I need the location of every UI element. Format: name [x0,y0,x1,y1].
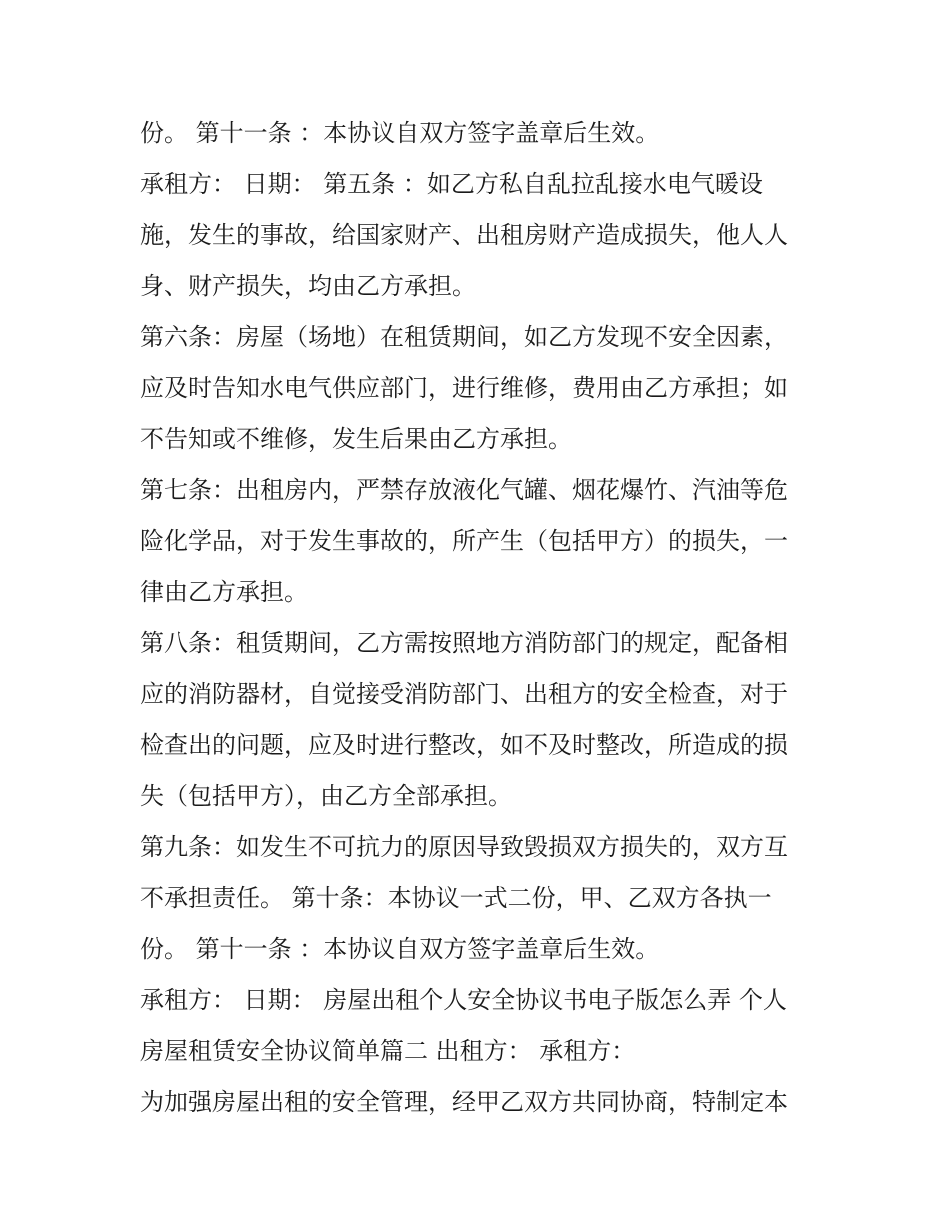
text-line: 失（包括甲方），由乙方全部承担。 [140,782,512,810]
text-line: 应的消防器材，自觉接受消防部门、出租方的安全检查，对于 [140,680,788,708]
text-line: 律由乙方承担。 [140,578,308,606]
text-line: 险化学品，对于发生事故的，所产生（包括甲方）的损失，一 [140,527,788,555]
text-line: 承租方： 日期： 房屋出租个人安全协议书电子版怎么弄 个人 [140,986,787,1014]
text-line: 身、财产损失，均由乙方承担。 [140,272,476,300]
text-line: 第六条：房屋（场地）在租赁期间，如乙方发现不安全因素， [140,323,788,351]
text-line: 为加强房屋出租的安全管理，经甲乙双方共同协商，特制定本 [140,1088,788,1116]
text-line: 第八条：租赁期间，乙方需按照地方消防部门的规定，配备相 [140,629,788,657]
text-line: 施，发生的事故，给国家财产、出租房财产造成损失，他人人 [140,221,788,249]
text-line: 应及时告知水电气供应部门，进行维修，费用由乙方承担；如 [140,374,788,402]
text-line: 不承担责任。 第十条：本协议一式二份，甲、乙双方各执一 [140,884,772,912]
text-line: 份。 第十一条 ：本协议自双方签字盖章后生效。 [140,119,660,147]
text-line: 第九条：如发生不可抗力的原因导致毁损双方损失的，双方互 [140,833,788,861]
document-body [140,108,820,1128]
text-line: 承租方： 日期： 第五条 ：如乙方私自乱拉乱接水电气暖设 [140,170,763,198]
text-line: 检查出的问题，应及时进行整改，如不及时整改，所造成的损 [140,731,788,759]
text-line: 不告知或不维修，发生后果由乙方承担。 [140,425,572,453]
text-line: 份。 第十一条 ：本协议自双方签字盖章后生效。 [140,935,660,963]
text-line: 第七条：出租房内，严禁存放液化气罐、烟花爆竹、汽油等危 [140,476,788,504]
text-line: 房屋租赁安全协议简单篇二 出租方： 承租方： [140,1037,636,1065]
